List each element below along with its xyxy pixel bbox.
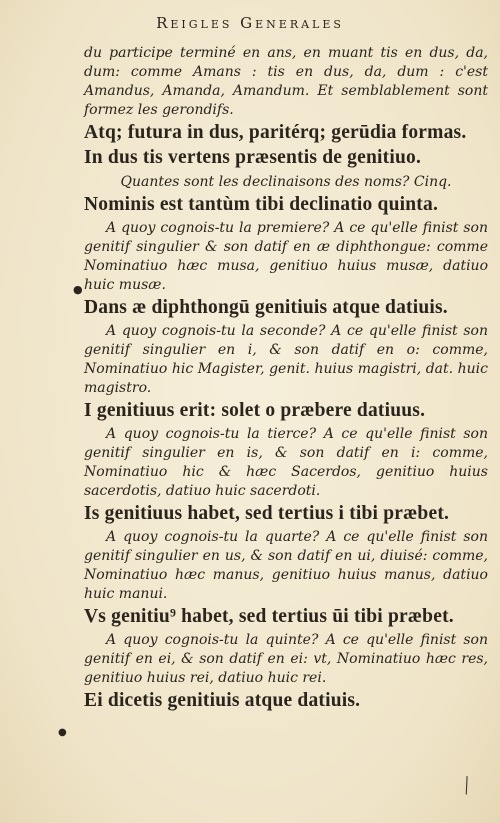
paragraph-third-declension: A quoy cognois-tu la tierce? A ce qu'elle finist son genitif singulier en is, & son datif en i: comme, Nominatiuo hic & hæc Sacerdos, genitiuo huius sacerdotis, datiuo huic sacerdoti. xyxy=(84,426,488,499)
verse-line: Atq; futura in dus, paritérq; gerūdia formas. xyxy=(84,122,467,143)
running-header: Reigles Generales xyxy=(156,14,344,32)
paragraph-fifth-declension: A quoy cognois-tu la quinte? A ce qu'elle finist son genitif en ei, & son datif en ei: vt, Nominatiuo hæc res, genitiuo huius rei, datiuo huic rei. xyxy=(84,632,488,686)
verse-line: Ei dicetis genitiuis atque datiuis. xyxy=(84,690,361,711)
paragraph-second-declension: A quoy cognois-tu la seconde? A ce qu'elle finist son genitif singulier en i, & son datif en o: comme, Nominatiuo hic Magister, genit. huius magistri, dat. huic magistro. xyxy=(84,323,488,396)
paragraph-first-declension: A quoy cognois-tu la premiere? A ce qu'elle finist son genitif singulier & son datif en æ diphthongue: comme Nominatiuo hæc musa, genitiuo huius musæ, datiuo huic musæ. xyxy=(84,220,488,293)
verse-line: In dus tis vertens præsentis de genitiuo. xyxy=(84,147,422,168)
verse-line: I genitiuus erit: solet o præbere datiuus. xyxy=(84,400,426,421)
page-body xyxy=(84,44,488,715)
margin-dot-mark: ● xyxy=(73,283,83,296)
margin-bullet-mark: ● xyxy=(58,727,67,738)
corner-ink-mark: ╲ xyxy=(458,776,474,796)
paragraph-participle: du participe terminé en ans, en muant tis en dus, da, dum: comme Amans : tis en dus, da, dum : c'est Amandus, Amanda, Amandum. Et semblablement sont formez les gerondifs. xyxy=(84,45,488,118)
verse-line: Is genitiuus habet, sed tertius i tibi præbet. xyxy=(84,503,450,524)
question-line: Quantes sont les declinaisons des noms? Cinq. xyxy=(120,174,452,190)
paragraph-fourth-declension: A quoy cognois-tu la quarte? A ce qu'elle finist son genitif singulier en us, & son datif en ui, diuisé: comme, Nominatiuo hæc manus, genitiuo huius manus, datiuo huic manui. xyxy=(84,529,488,602)
verse-line: Vs genitiu⁹ habet, sed tertius ūi tibi præbet. xyxy=(84,606,454,627)
verse-line: Dans æ diphthongū genitiuis atque datiuis. xyxy=(84,297,448,318)
verse-line: Nominis est tantùm tibi declinatio quinta. xyxy=(84,194,439,215)
